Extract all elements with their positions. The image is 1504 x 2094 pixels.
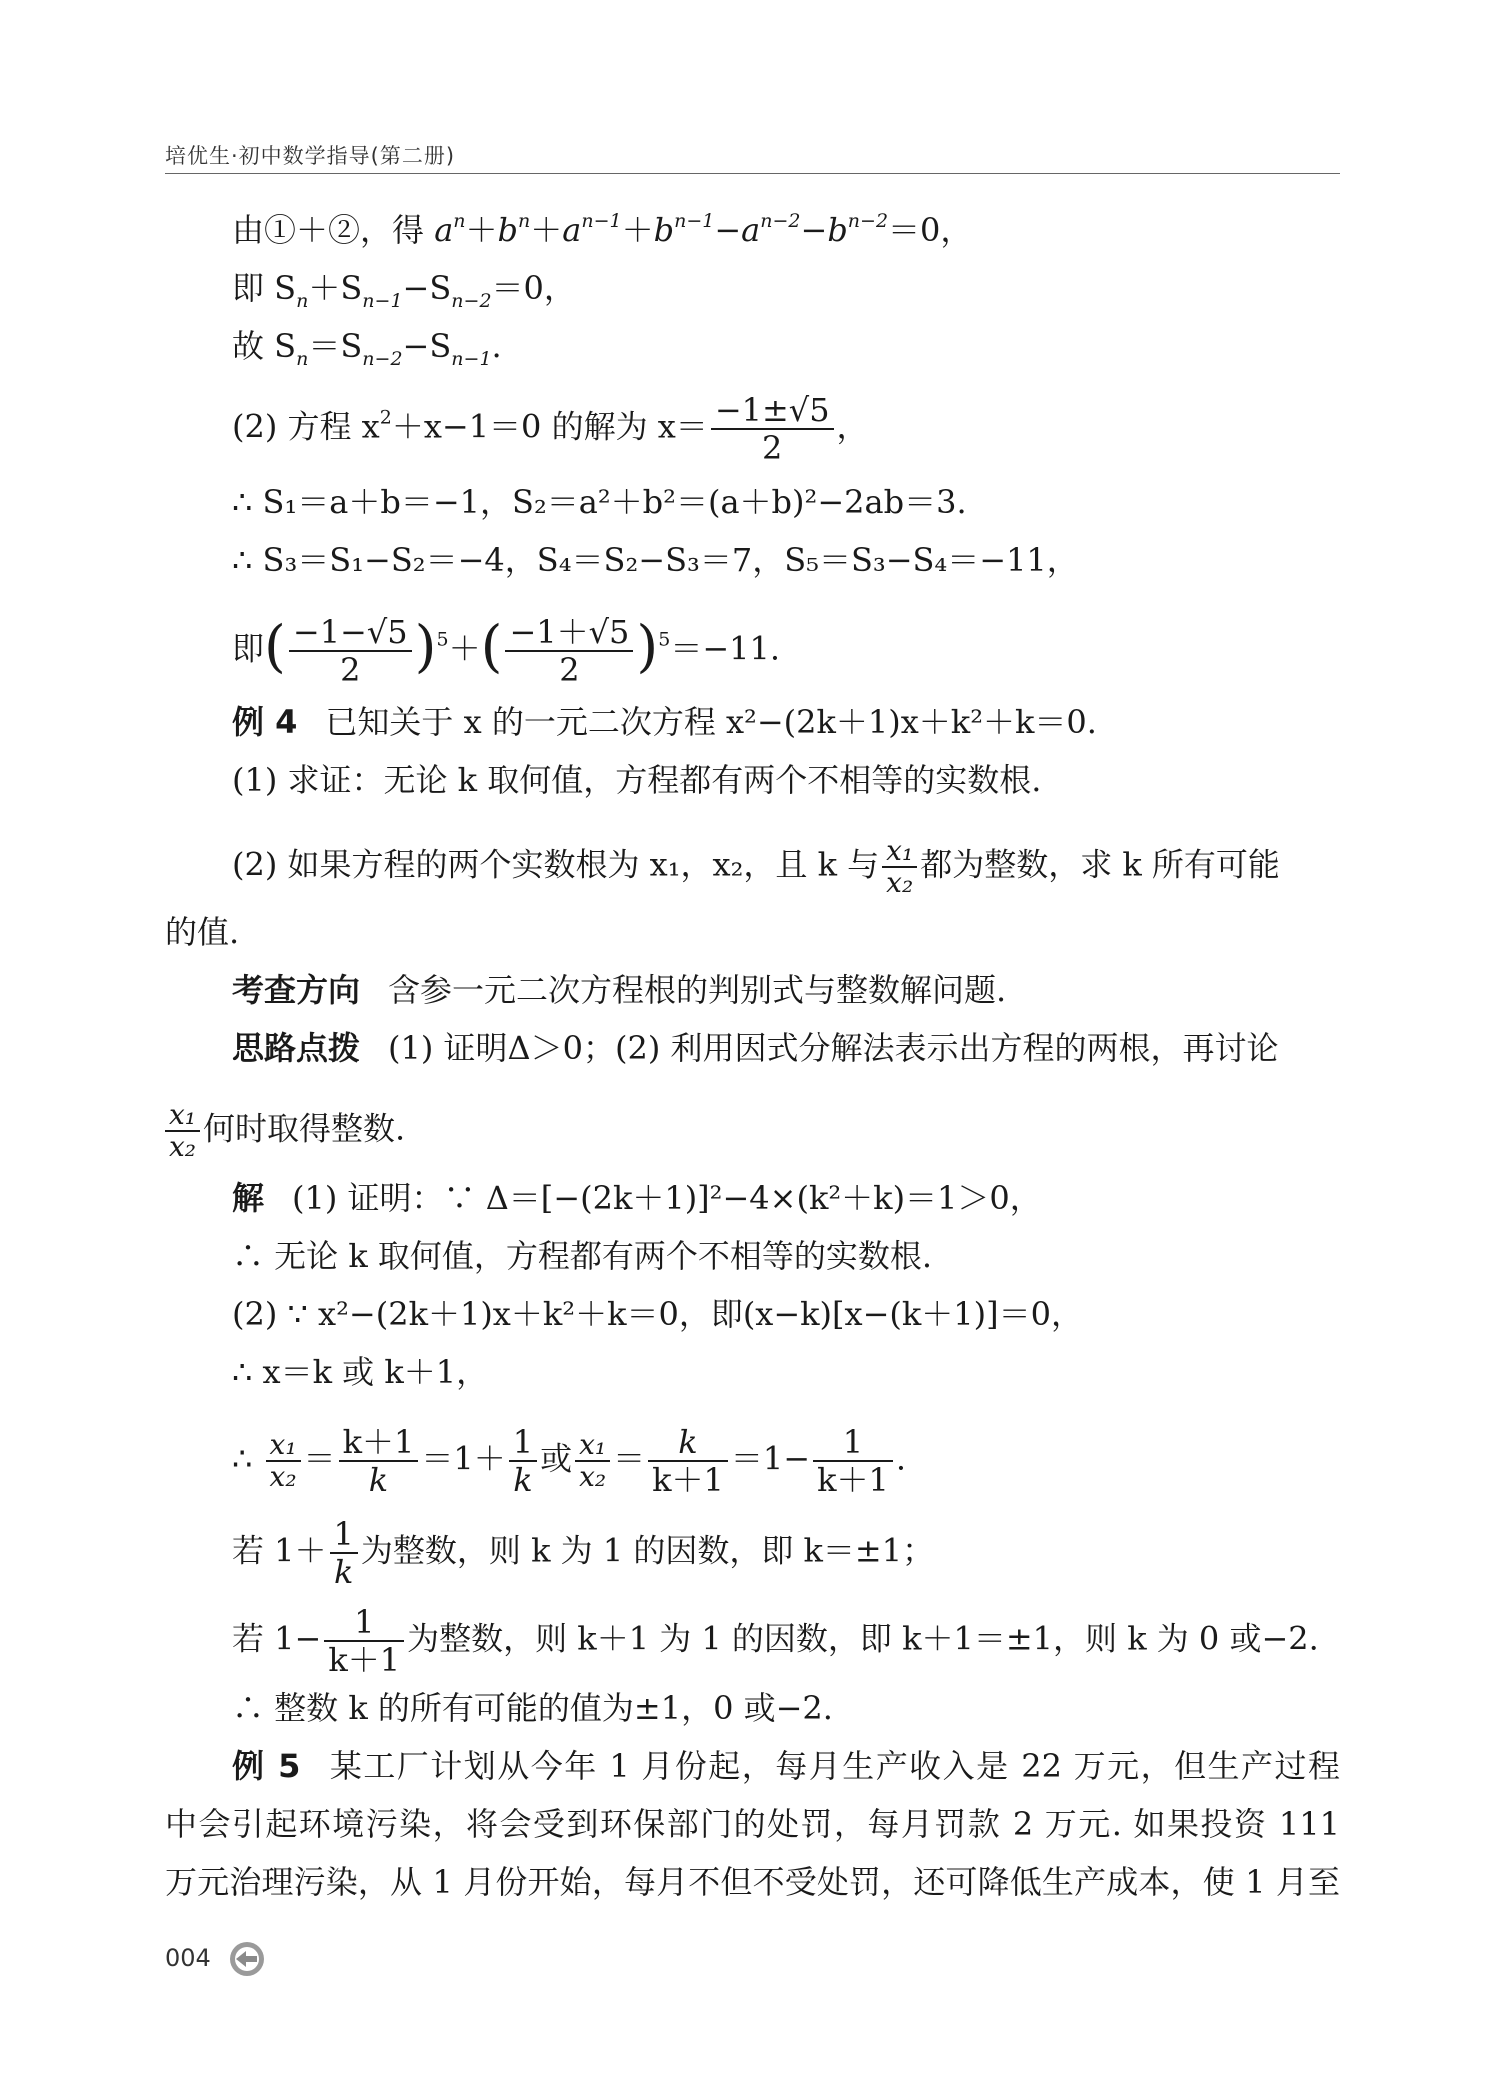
fraction	[711, 392, 834, 466]
text: 若 1＋	[232, 1531, 327, 1570]
solution-line-2: ∴ 无论 k 取何值，方程都有两个不相等的实数根.	[232, 1237, 933, 1275]
text: ＝S	[308, 327, 363, 365]
denominator: 2	[340, 651, 361, 689]
denominator: k＋1	[328, 1641, 401, 1679]
text: 何时取得整数.	[203, 1109, 406, 1148]
example-5-line-1	[232, 1746, 1340, 1786]
op: ＝	[303, 1439, 336, 1478]
fraction	[330, 1516, 358, 1590]
text: 故 S	[232, 327, 297, 365]
direction-label: 考查方向	[232, 971, 361, 1009]
text: 或	[540, 1439, 573, 1478]
example-text: 已知关于 x 的一元二次方程 x²−(2k＋1)x＋k²＋k＝0.	[325, 703, 1097, 741]
numerator: −1±√5	[711, 392, 834, 430]
numerator: x₁	[165, 1100, 200, 1132]
paren: )	[414, 614, 437, 680]
paren: (	[264, 614, 286, 680]
op: ＝	[613, 1439, 646, 1478]
numerator: 1	[330, 1516, 358, 1554]
solution-line-6	[232, 1516, 934, 1590]
numerator: x₁	[266, 1430, 301, 1462]
op: ＋	[621, 211, 654, 249]
example-5-line-3: 万元治理污染，从 1 月份开始，每月不但不受处罚，还可降低生产成本，使 1 月至	[165, 1863, 1340, 1901]
subscript: n−1	[451, 348, 492, 370]
example-label: 例 4	[232, 703, 298, 741]
subscript: n−2	[451, 290, 492, 312]
exp: n−1	[581, 210, 622, 232]
numerator: x₁	[882, 836, 917, 868]
fraction	[509, 1424, 537, 1498]
numerator: x₁	[575, 1430, 610, 1462]
text: .	[895, 1439, 906, 1478]
solution-line-4: ∴ x＝k 或 k＋1，	[232, 1353, 489, 1391]
text: ＝0，	[888, 211, 973, 249]
solution-line-3: (2) ∵ x²−(2k＋1)x＋k²＋k＝0，即(x−k)[x−(k＋1)]＝0，	[232, 1295, 1083, 1333]
op: ＋	[465, 211, 498, 249]
fraction	[813, 1424, 893, 1498]
fraction	[648, 1424, 728, 1498]
solution-label: 解	[232, 1179, 265, 1217]
op: ＋	[448, 629, 481, 668]
exp: 5	[436, 628, 449, 651]
op: ＝1＋	[421, 1439, 506, 1478]
running-header: 培优生·初中数学指导(第二册)	[165, 144, 456, 168]
paren: )	[636, 614, 659, 680]
text: 都为整数，求 k 所有可能	[920, 845, 1280, 884]
var: b	[827, 211, 848, 249]
example-4-heading	[232, 702, 1097, 742]
text: 为整数，则 k 为 1 的因数，即 k＝±1；	[360, 1531, 935, 1570]
denominator: k＋1	[817, 1461, 889, 1499]
example-text: 某工厂计划从今年 1 月份起，每月生产收入是 22 万元，但生产过程	[328, 1747, 1340, 1785]
hint-label: 思路点拨	[232, 1029, 361, 1067]
text: ＋S	[308, 269, 363, 307]
text: 为整数，则 k＋1 为 1 的因数，即 k＋1＝±1，则 k 为 0 或−2.	[407, 1619, 1319, 1658]
text: ＝−11.	[670, 629, 781, 668]
var: b	[497, 211, 519, 249]
example-4-question-2	[232, 836, 1280, 898]
equation-line-7	[232, 614, 780, 688]
text: ＋x−1＝0 的解为 x＝	[391, 407, 708, 446]
equation-line-5: ∴ S₁＝a＋b＝−1，S₂＝a²＋b²＝(a＋b)²−2ab＝3.	[232, 483, 967, 521]
text: (2) 如果方程的两个实数根为 x₁，x₂，且 k 与	[232, 845, 880, 884]
denominator: k＋1	[652, 1461, 724, 1499]
denominator: k	[513, 1461, 533, 1499]
hint	[232, 1028, 1279, 1068]
subscript: n	[296, 348, 309, 370]
numerator: 1	[509, 1424, 537, 1462]
example-4-question-2-cont: 的值.	[165, 913, 240, 951]
text: ∴	[232, 1439, 263, 1478]
denominator: x₂	[169, 1130, 197, 1163]
equation-line-6: ∴ S₃＝S₁−S₂＝−4，S₄＝S₂−S₃＝7，S₅＝S₃−S₄＝−11，	[232, 541, 1079, 579]
equation-line-1	[232, 210, 972, 250]
left-arrow-circle-icon	[228, 1940, 266, 1978]
numerator: −1−√5	[289, 614, 412, 652]
denominator: x₂	[886, 866, 914, 899]
numerator: 1	[324, 1604, 404, 1642]
exp: n−1	[674, 210, 715, 232]
direction-text: 含参一元二次方程根的判别式与整数解问题.	[388, 971, 1007, 1009]
denominator: 2	[559, 651, 580, 689]
hint-cont	[165, 1100, 405, 1162]
text: −S	[402, 269, 452, 307]
denominator: k	[368, 1461, 389, 1499]
denominator: x₂	[269, 1460, 297, 1493]
exp: n	[518, 210, 531, 232]
equation-line-4	[232, 392, 869, 466]
numerator: k＋1	[339, 1424, 419, 1462]
exp: 5	[658, 628, 671, 651]
solution-line-7	[232, 1604, 1319, 1678]
subscript: n−1	[362, 290, 403, 312]
fraction	[882, 836, 917, 898]
var: a	[562, 211, 582, 249]
var: a	[741, 211, 761, 249]
text: (2) 方程 x	[232, 407, 380, 446]
text: 若 1−	[232, 1619, 322, 1658]
fraction	[505, 614, 633, 688]
example-4-question-1: (1) 求证：无论 k 取何值，方程都有两个不相等的实数根.	[232, 761, 1042, 799]
header-divider	[165, 173, 1340, 174]
paren: (	[480, 614, 503, 680]
var: b	[653, 211, 675, 249]
fraction	[324, 1604, 404, 1678]
solution-line-1	[232, 1178, 1042, 1218]
solution-line-8: ∴ 整数 k 的所有可能的值为±1，0 或−2.	[232, 1689, 833, 1727]
numerator: 1	[813, 1424, 893, 1462]
var: a	[434, 211, 454, 249]
fraction	[289, 614, 412, 688]
exp: n−2	[847, 210, 889, 232]
equation-line-2	[232, 268, 576, 312]
text: ，	[836, 407, 869, 446]
text: 即 S	[232, 269, 297, 307]
solution-line-5	[232, 1424, 906, 1498]
example-5-line-2: 中会引起环境污染，将会受到环保部门的处罚，每月罚款 2 万元. 如果投资 111	[165, 1805, 1340, 1843]
subscript: n−2	[362, 348, 403, 370]
op: ＝1−	[730, 1439, 811, 1478]
text: .	[491, 327, 502, 365]
denominator: k	[334, 1553, 354, 1591]
denominator: 2	[762, 429, 783, 467]
subscript: n	[296, 290, 309, 312]
op: ＋	[530, 211, 563, 249]
text: −S	[402, 327, 452, 365]
hint-text: (1) 证明Δ＞0；(2) 利用因式分解法表示出方程的两根，再讨论	[388, 1029, 1279, 1067]
equation-line-3	[232, 326, 502, 370]
exp: n	[453, 210, 466, 232]
example-label: 例 5	[232, 1747, 301, 1785]
text: 即	[232, 629, 265, 668]
numerator: k	[648, 1424, 728, 1462]
exam-direction	[232, 970, 1006, 1010]
fraction	[266, 1430, 301, 1492]
op: −	[800, 211, 828, 249]
text: (1) 证明：∵ Δ＝[−(2k＋1)]²−4×(k²＋k)＝1＞0，	[292, 1179, 1042, 1217]
exp: n−2	[760, 210, 801, 232]
numerator: −1＋√5	[505, 614, 633, 652]
fraction	[339, 1424, 419, 1498]
denominator: x₂	[579, 1460, 607, 1493]
exp: 2	[379, 406, 392, 429]
fraction	[575, 1430, 610, 1492]
page-number: 004	[165, 1944, 211, 1972]
op: −	[714, 211, 742, 249]
text: 由①＋②，得	[232, 211, 435, 249]
fraction	[165, 1100, 200, 1162]
text: ＝0，	[491, 269, 576, 307]
